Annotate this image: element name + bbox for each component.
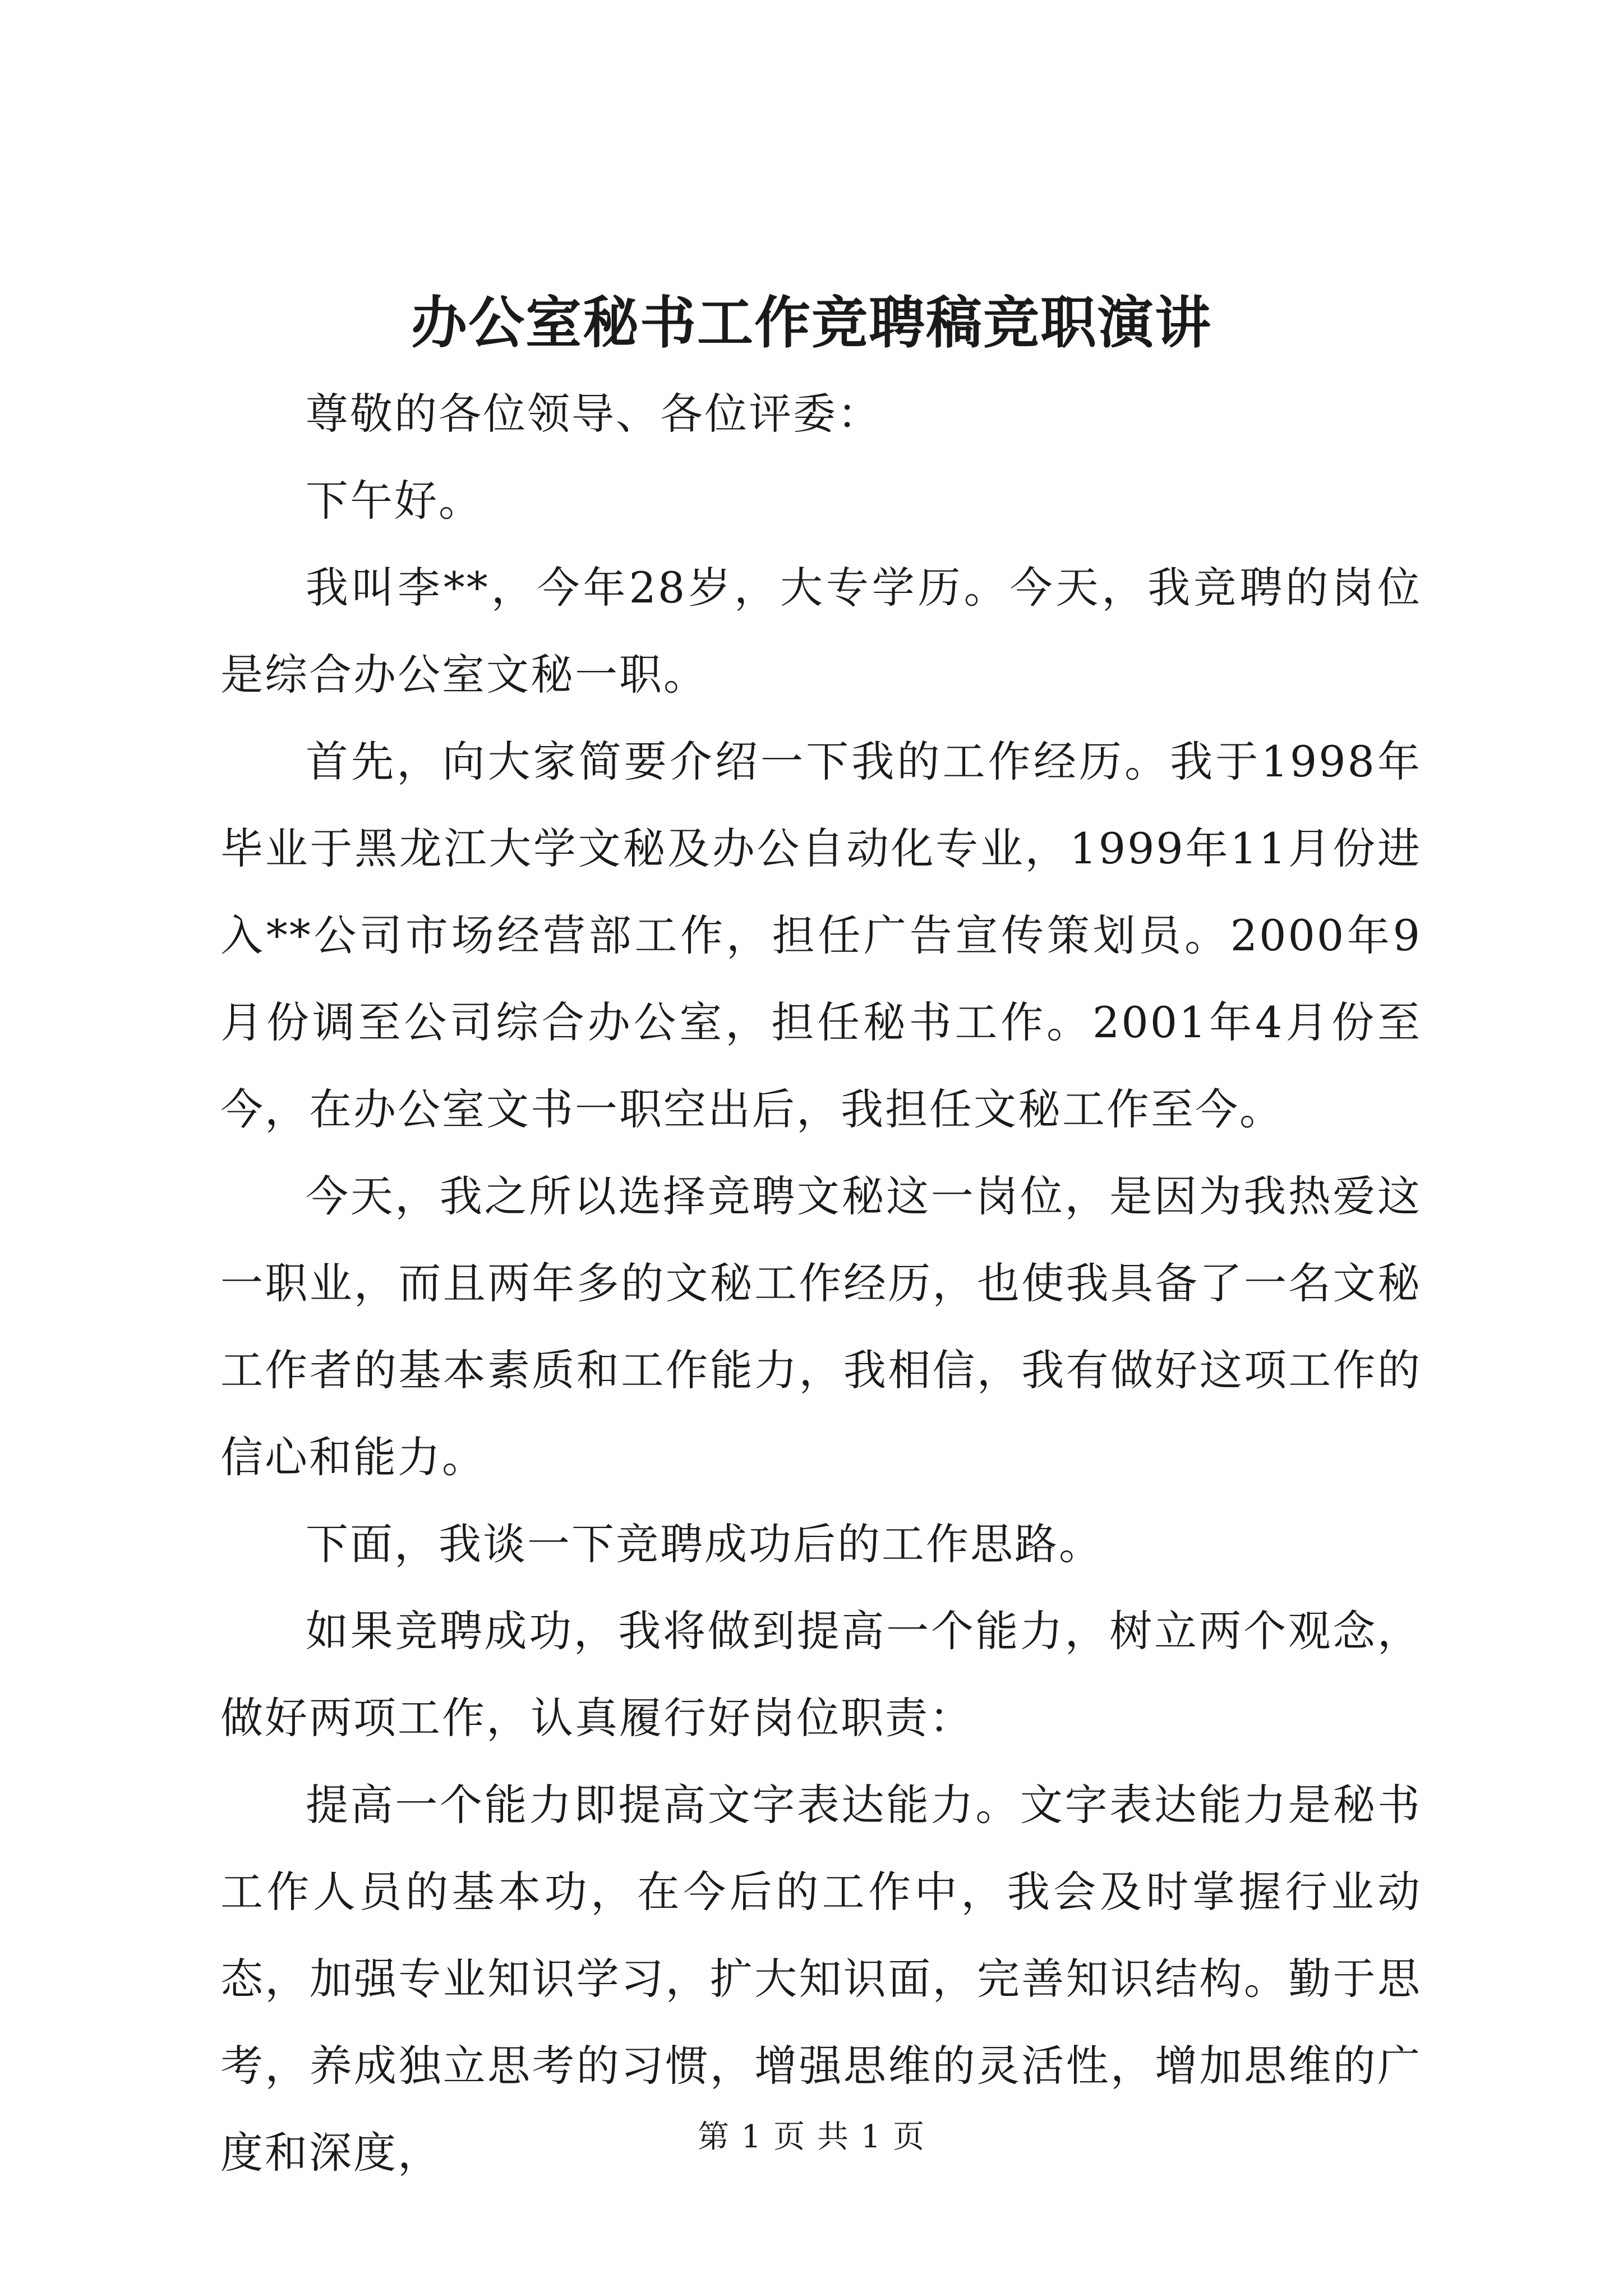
document-title: 办公室秘书工作竞聘稿竞职演讲 <box>411 289 1212 356</box>
paragraph-salutation: 尊敬的各位领导、各位评委： <box>306 389 882 439</box>
paragraph-ability: 提高一个能力即提高文字表达能力。文字表达能力是秘书工作人员的基本功，在今后的工作中，我会及时掌握行业动态，加强专业知识学习，扩大知识面，完善知识结构。勤于思考，养成独立思考的习惯，增强思维的灵活性，增加思维的广度和深度， <box>220 1780 1422 2178</box>
paragraph-motivation: 今天，我之所以选择竞聘文秘这一岗位，是因为我热爱这一职业，而且两年多的文秘工作经历，也使我具备了一名文秘工作者的基本素质和工作能力，我相信，我有做好这项工作的信心和能力。 <box>220 1171 1422 1482</box>
page-footer: 第 1 页 共 1 页 <box>697 2119 926 2155</box>
paragraph-transition: 下面，我谈一下竞聘成功后的工作思路。 <box>306 1519 1103 1569</box>
paragraph-self-intro: 我叫李**，今年28岁，大专学历。今天，我竞聘的岗位是综合办公室文秘一职。 <box>220 563 1422 700</box>
document-body <box>220 370 1422 2196</box>
paragraph-plan: 如果竞聘成功，我将做到提高一个能力，树立两个观念，做好两项工作，认真履行好岗位职责： <box>220 1606 1422 1743</box>
paragraph-greeting: 下午好。 <box>306 476 483 526</box>
paragraph-work-history: 首先，向大家简要介绍一下我的工作经历。我于1998年毕业于黑龙江大学文秘及办公自动化专业，1999年11月份进入**公司市场经营部工作，担任广告宣传策划员。2000年9月份调至公司综合办公室，担任秘书工作。2001年4月份至今，在办公室文书一职空出后，我担任文秘工作至今。 <box>220 737 1422 1134</box>
